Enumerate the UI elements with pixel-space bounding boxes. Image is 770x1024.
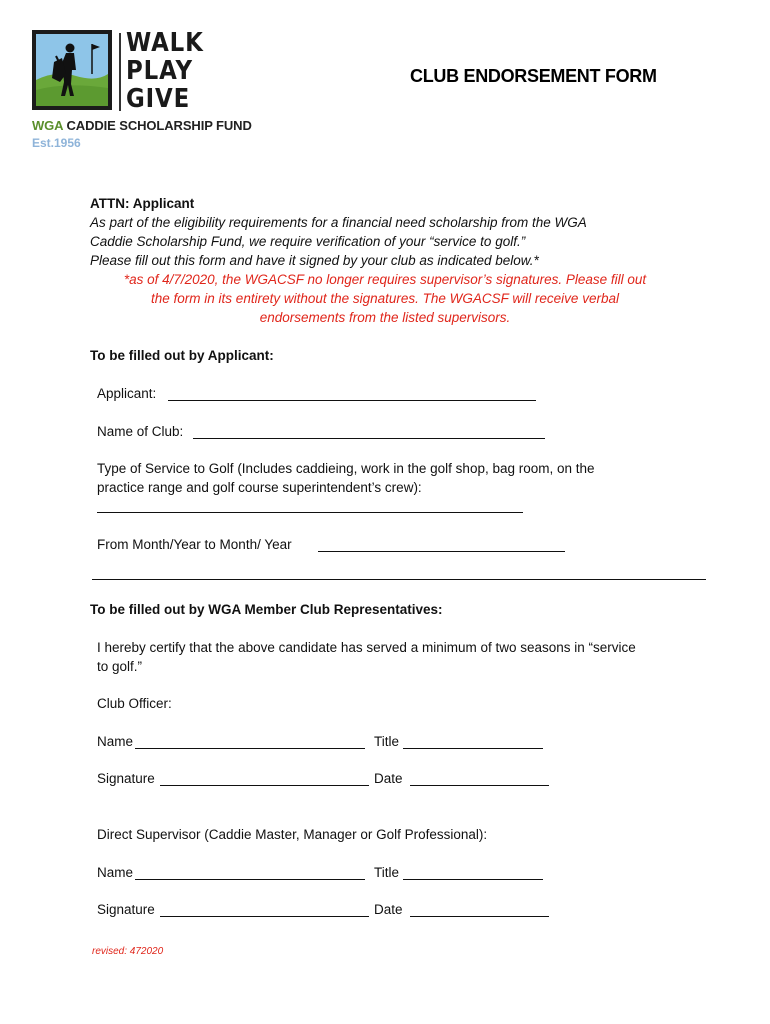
- certify-line-2: to golf.”: [97, 659, 143, 674]
- member-section-heading: To be filled out by WGA Member Club Representatives:: [90, 602, 443, 617]
- supervisor-title-field[interactable]: [403, 879, 543, 880]
- officer-name-label: Name: [97, 734, 134, 749]
- officer-date-field[interactable]: [410, 785, 549, 786]
- applicant-label: Applicant:: [97, 386, 157, 401]
- attn-body-line-1: As part of the eligibility requirements for a financial need scholarship from the WGA: [90, 215, 587, 230]
- club-name-field[interactable]: [193, 438, 545, 439]
- logo-wga: WGA: [32, 118, 63, 133]
- page-title: CLUB ENDORSEMENT FORM: [410, 66, 657, 86]
- attn-heading: ATTN: Applicant: [90, 196, 195, 211]
- officer-title-field[interactable]: [403, 748, 543, 749]
- attn-body-line-2: Caddie Scholarship Fund, we require verification of your “service to golf.”: [90, 234, 526, 249]
- officer-date-label: Date: [374, 771, 403, 786]
- golfer-caddie-icon: [36, 34, 108, 106]
- supervisor-label: Direct Supervisor (Caddie Master, Manager or Golf Professional):: [97, 827, 488, 842]
- supervisor-date-field[interactable]: [410, 916, 549, 917]
- applicant-field[interactable]: [168, 400, 536, 401]
- logo-walk: WALK: [126, 28, 204, 58]
- logo-play: PLAY: [126, 56, 193, 86]
- officer-name-field[interactable]: [135, 748, 365, 749]
- dates-field[interactable]: [318, 551, 565, 552]
- service-type-field[interactable]: [97, 512, 523, 513]
- logo-give: GIVE: [126, 84, 191, 114]
- notice-line-2: the form in its entirety without the signatures. The WGACSF will receive verbal: [151, 291, 619, 306]
- club-name-label: Name of Club:: [97, 424, 184, 439]
- notice-line-1: *as of 4/7/2020, the WGACSF no longer requires supervisor’s signatures. Please fill out: [123, 272, 647, 287]
- logo-image: [32, 30, 112, 110]
- attn-body-line-3: Please fill out this form and have it signed by your club as indicated below.*: [90, 253, 539, 268]
- logo-fund-name: [32, 118, 252, 133]
- logo-established: Est.1956: [32, 136, 81, 150]
- service-label-line-1: Type of Service to Golf (Includes caddieing, work in the golf shop, bag room, on the: [97, 461, 595, 476]
- certify-line-1: I hereby certify that the above candidate has served a minimum of two seasons in “service: [97, 640, 636, 655]
- supervisor-name-field[interactable]: [135, 879, 365, 880]
- supervisor-date-label: Date: [374, 902, 403, 917]
- officer-signature-label: Signature: [97, 771, 155, 786]
- notice-line-3: endorsements from the listed supervisors.: [259, 310, 511, 325]
- logo-fund-rest: CADDIE SCHOLARSHIP FUND: [63, 118, 252, 133]
- applicant-section-heading: To be filled out by Applicant:: [90, 348, 274, 363]
- supervisor-name-label: Name: [97, 865, 134, 880]
- supervisor-signature-field[interactable]: [160, 916, 369, 917]
- dates-label: From Month/Year to Month/ Year: [97, 537, 292, 552]
- club-officer-label: Club Officer:: [97, 696, 172, 711]
- supervisor-signature-label: Signature: [97, 902, 155, 917]
- service-label-line-2: practice range and golf course superintendent’s crew):: [97, 480, 422, 495]
- supervisor-title-label: Title: [374, 865, 400, 880]
- revised-note: revised: 472020: [92, 946, 164, 957]
- officer-title-label: Title: [374, 734, 400, 749]
- officer-signature-field[interactable]: [160, 785, 369, 786]
- section-divider: [92, 579, 706, 580]
- logo-divider: [119, 33, 121, 111]
